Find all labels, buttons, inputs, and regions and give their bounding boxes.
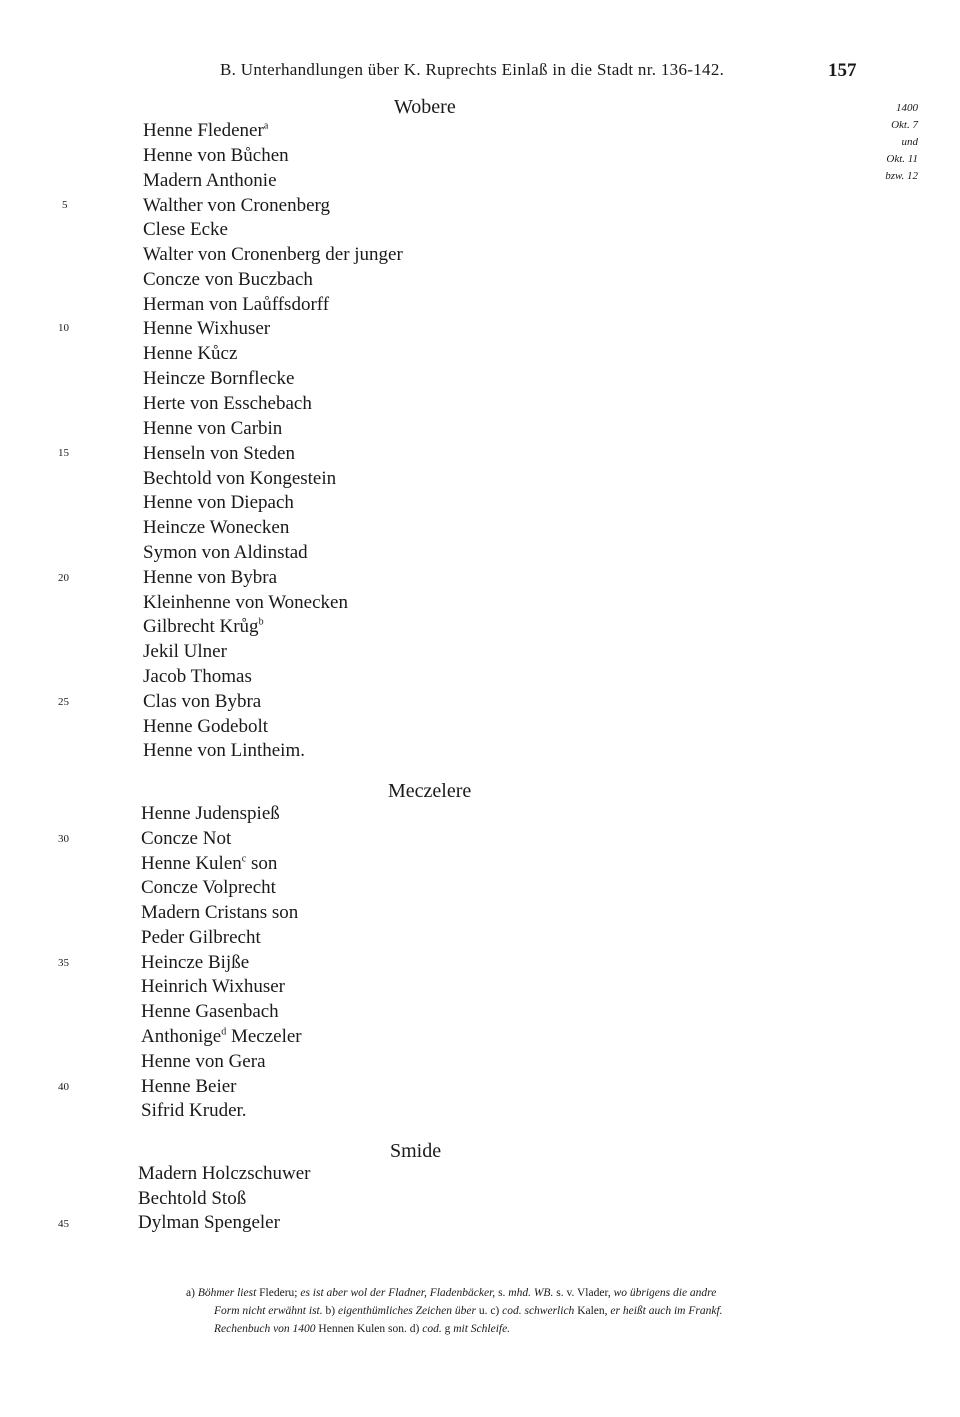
name-entry	[141, 853, 277, 875]
line-number: 35	[58, 957, 69, 969]
footnote-text: Form nicht erwähnt ist.	[214, 1305, 326, 1317]
name-entry: Henseln von Steden	[143, 443, 295, 464]
line-number: 40	[58, 1081, 69, 1093]
name-entry: Henne Wixhuser	[143, 318, 271, 339]
name-entry: Bechtold von Kongestein	[143, 468, 337, 489]
footnote-text: cod. schwerlich	[502, 1305, 578, 1317]
footnote-marker: b	[258, 616, 264, 628]
margin-note-line: und	[901, 136, 918, 148]
name-entry: Henne von Carbin	[143, 418, 283, 439]
name-entry	[143, 616, 264, 638]
name-entry: Dylman Spengeler	[138, 1212, 280, 1233]
name-entry: Bechtold Stoß	[138, 1188, 247, 1209]
footnote-text: Kalen,	[577, 1305, 611, 1317]
name-entry: Heincze Bornflecke	[143, 368, 295, 389]
footnote-line	[186, 1320, 866, 1338]
margin-note-line: bzw. 12	[885, 170, 918, 182]
name-entry: Walter von Cronenberg der junger	[143, 244, 403, 265]
name-entry: Peder Gilbrecht	[141, 927, 261, 948]
name-text: Gilbrecht Krůg	[143, 616, 259, 637]
name-text: Henne Kulen	[141, 853, 242, 874]
footnote-text: Flederu;	[259, 1287, 301, 1299]
name-entry: Madern Anthonie	[143, 170, 277, 191]
line-number: 5	[62, 199, 68, 211]
footnote-text: b)	[325, 1305, 338, 1317]
name-entry: Sifrid Kruder.	[141, 1100, 247, 1121]
name-entry: Henne Beier	[141, 1076, 237, 1097]
footnote-marker: a	[263, 120, 269, 132]
line-number: 25	[58, 696, 69, 708]
name-entry: Madern Holczschuwer	[138, 1163, 311, 1184]
footnote-text: er heißt auch im Frankf.	[610, 1305, 723, 1317]
name-entry: Henne Godebolt	[143, 716, 269, 737]
name-entry: Henne von Bybra	[143, 567, 278, 588]
name-text: Henne Fledener	[143, 120, 264, 141]
name-entry	[143, 120, 268, 142]
name-entry: Henne Gasenbach	[141, 1001, 279, 1022]
name-entry: Jekil Ulner	[143, 641, 227, 662]
line-number: 10	[58, 322, 69, 334]
section-title-smide: Smide	[390, 1140, 442, 1162]
footnote-text: wo übrigens die andre	[613, 1287, 717, 1299]
name-entry: Henne von Lintheim.	[143, 740, 305, 761]
line-number: 20	[58, 572, 69, 584]
name-entry: Concze Volprecht	[141, 877, 276, 898]
footnote-marker: d	[221, 1026, 227, 1038]
name-entry: Concze von Buczbach	[143, 269, 313, 290]
name-entry: Henne Kůcz	[143, 343, 238, 364]
footnote-text: s. v. Vlader,	[556, 1287, 614, 1299]
name-entry: Concze Not	[141, 828, 232, 849]
name-entry: Henne von Gera	[141, 1051, 266, 1072]
footnote-marker: c	[241, 853, 247, 865]
page-number: 157	[828, 60, 857, 81]
name-suffix: son	[246, 853, 278, 874]
name-entry: Henne von Bůchen	[143, 145, 289, 166]
name-entry	[141, 1026, 302, 1048]
name-entry: Heincze Bijße	[141, 952, 250, 973]
margin-note-line: 1400	[896, 102, 918, 114]
footnote-text: cod.	[422, 1323, 445, 1335]
footnote-text: Böhmer liest	[197, 1287, 260, 1299]
margin-note-line: Okt. 7	[891, 119, 918, 131]
name-text: Anthonige	[141, 1026, 222, 1047]
footnote-text: Hennen Kulen son. d)	[318, 1323, 423, 1335]
line-number: 45	[58, 1218, 69, 1230]
name-entry: Clas von Bybra	[143, 691, 262, 712]
footnote-text: mhd. WB.	[508, 1287, 557, 1299]
name-entry: Jacob Thomas	[143, 666, 252, 687]
name-entry: Herman von Laůffsdorff	[143, 294, 330, 315]
name-entry: Walther von Cronenberg	[143, 195, 331, 216]
margin-date-note	[838, 100, 918, 185]
name-entry: Kleinhenne von Wonecken	[143, 592, 348, 613]
name-entry: Clese Ecke	[143, 219, 228, 240]
footnote-text: g	[444, 1323, 454, 1335]
line-number: 15	[58, 447, 69, 459]
footnote-text: es ist aber wol der Fladner, Fladenbäcker,	[300, 1287, 499, 1299]
footnote-text: a)	[186, 1287, 198, 1299]
name-entry: Symon von Aldinstad	[143, 542, 308, 563]
name-entry: Heincze Wonecken	[143, 517, 290, 538]
footnote-text: s.	[498, 1287, 509, 1299]
section-title-wobere: Wobere	[394, 96, 456, 118]
footnote-line	[186, 1284, 866, 1302]
name-entry: Heinrich Wixhuser	[141, 976, 285, 997]
footnote-text: u. c)	[478, 1305, 503, 1317]
name-suffix: Meczeler	[226, 1026, 302, 1047]
section-title-meczelere: Meczelere	[388, 780, 472, 802]
name-entry: Herte von Esschebach	[143, 393, 312, 414]
footnote-line	[186, 1302, 866, 1320]
name-entry: Henne von Diepach	[143, 492, 294, 513]
running-header: B. Unterhandlungen über K. Ruprechts Einlaß in die Stadt nr. 136-142.	[220, 60, 725, 79]
footnote-text: Rechenbuch von 1400	[214, 1323, 319, 1335]
footnote-text: mit Schleife.	[453, 1323, 511, 1335]
margin-note-line: Okt. 11	[886, 153, 918, 165]
name-entry: Madern Cristans son	[141, 902, 299, 923]
footnote-text: eigenthümliches Zeichen über	[337, 1305, 479, 1317]
footnotes	[186, 1284, 866, 1338]
name-entry: Henne Judenspieß	[141, 803, 280, 824]
line-number: 30	[58, 833, 69, 845]
